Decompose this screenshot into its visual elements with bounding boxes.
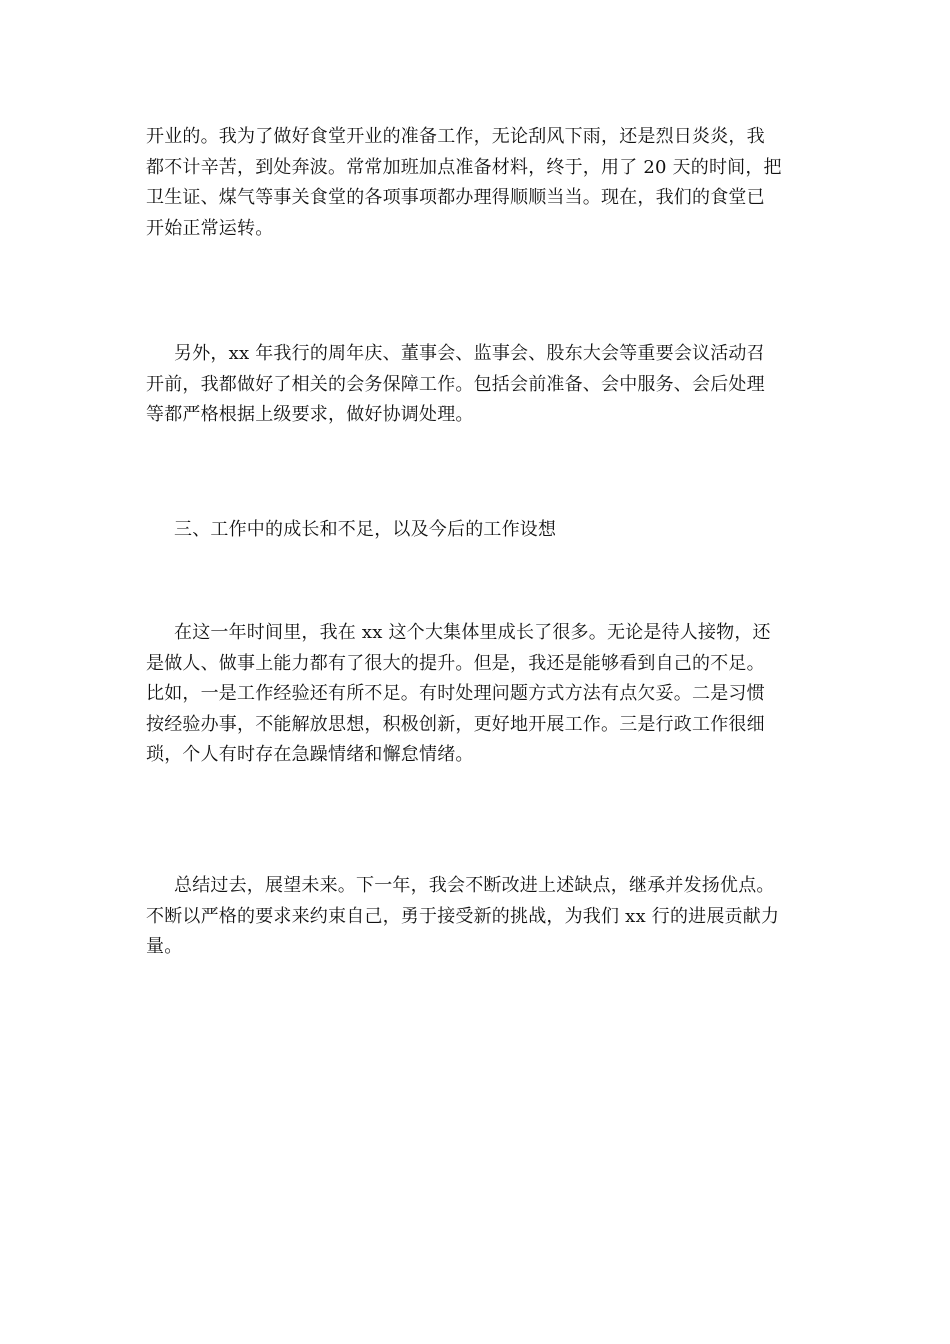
paragraph-line: 开业的。我为了做好食堂开业的准备工作，无论刮风下雨，还是烈日炎炎，我 [146,126,765,147]
paragraph-line: 卫生证、煤气等事关食堂的各项事项都办理得顺顺当当。现在，我们的食堂已 [146,187,765,208]
paragraph-canteen-opening [146,122,808,244]
section-heading-text: 三、工作中的成长和不足，以及今后的工作设想 [174,519,557,540]
paragraph-line: 另外，xx 年我行的周年庆、董事会、监事会、股东大会等重要会议活动召 [174,343,765,364]
paragraph-line: 等都严格根据上级要求，做好协调处理。 [146,404,474,425]
paragraph-line: 比如，一是工作经验还有所不足。有时处理问题方式方法有点欠妥。二是习惯 [146,683,765,704]
paragraph-growth-and-shortcomings [146,618,808,771]
paragraph-line: 总结过去，展望未来。下一年，我会不断改进上述缺点，继承并发扬优点。 [174,875,775,896]
paragraph-line: 不断以严格的要求来约束自己，勇于接受新的挑战，为我们 xx 行的进展贡献力 [146,905,780,927]
paragraph-line: 在这一年时间里，我在 xx 这个大集体里成长了很多。无论是待人接物，还 [174,622,771,643]
section-heading [146,515,808,546]
paragraph-conclusion [146,871,808,963]
paragraph-line: 量。 [146,936,183,957]
paragraph-meeting-support [146,339,808,431]
paragraph-line: 开始正常运转。 [146,217,274,239]
paragraph-line: 是做人、做事上能力都有了很大的提升。但是，我还是能够看到自己的不足。 [146,652,765,674]
paragraph-line: 开前，我都做好了相关的会务保障工作。包括会前准备、会中服务、会后处理 [146,373,765,395]
paragraph-line: 都不计辛苦，到处奔波。常常加班加点准备材料，终于，用了 20 天的时间，把 [146,156,782,178]
paragraph-line: 琐，个人有时存在急躁情绪和懈怠情绪。 [146,744,474,765]
paragraph-line: 按经验办事，不能解放思想，积极创新，更好地开展工作。三是行政工作很细 [146,713,765,735]
